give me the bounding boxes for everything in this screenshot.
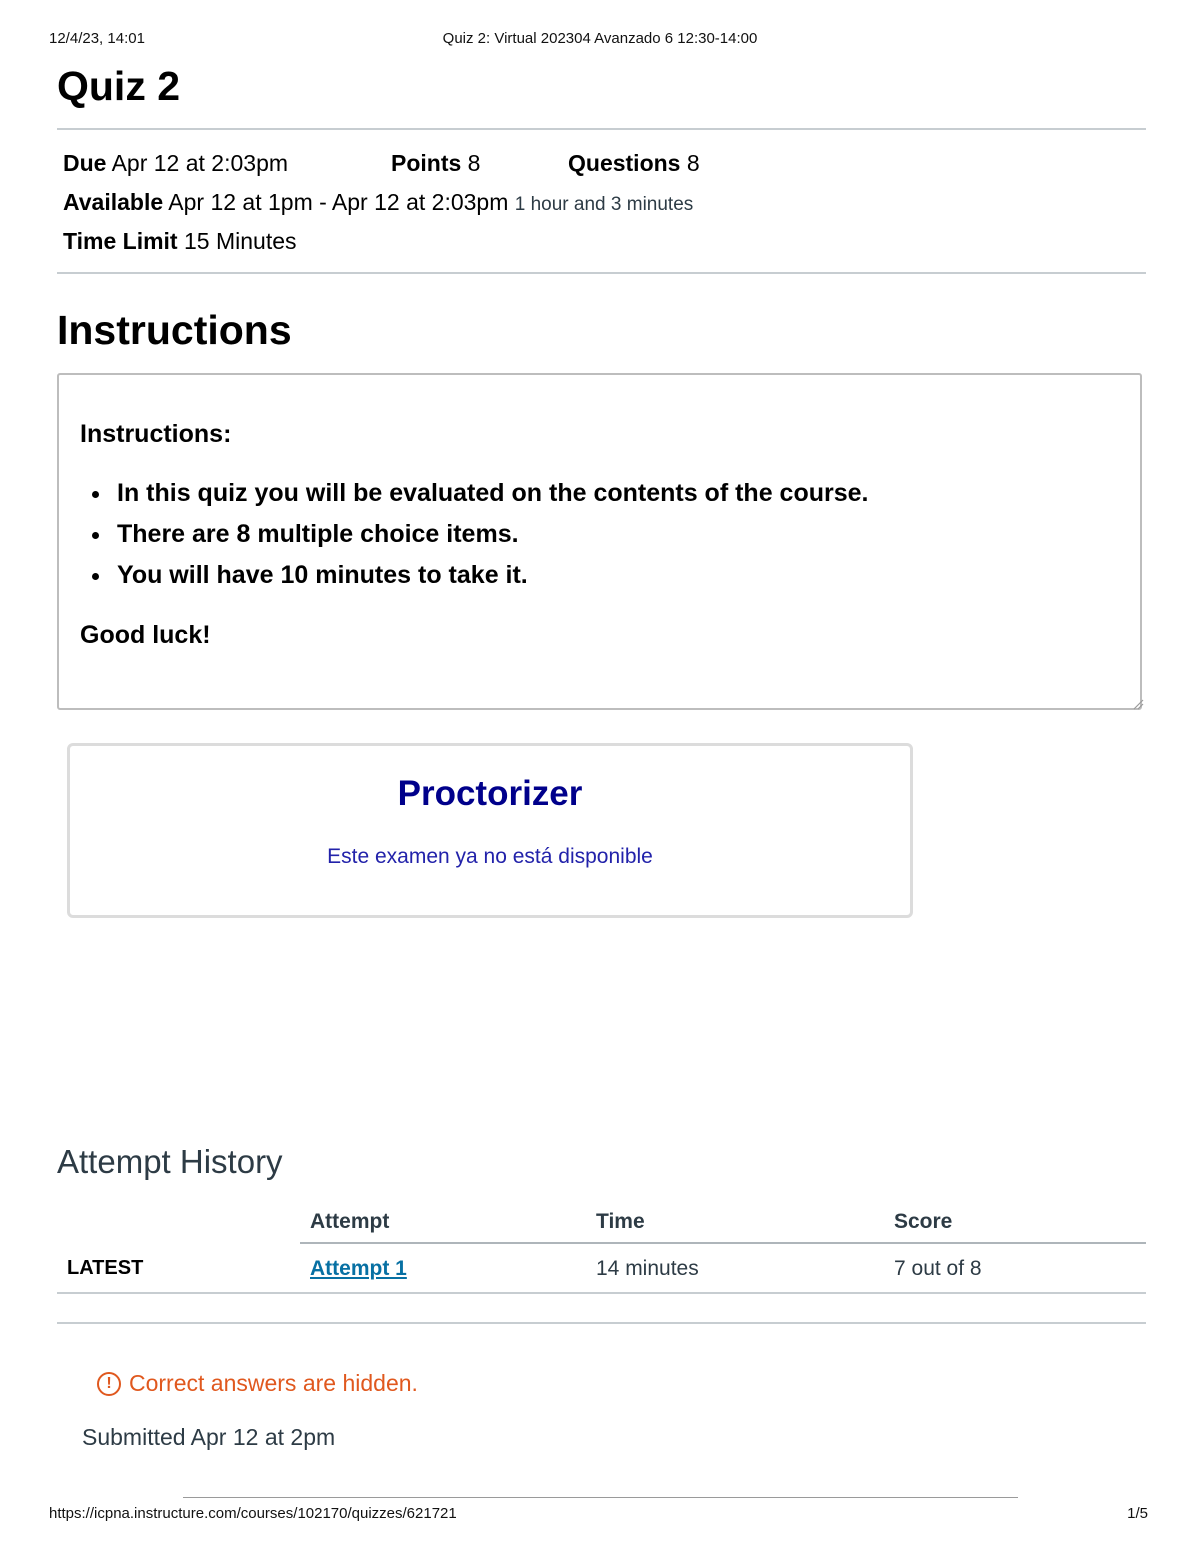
divider [57, 1322, 1146, 1324]
table-header-divider [300, 1242, 1146, 1244]
proctorizer-title: Proctorizer [397, 774, 583, 813]
questions-label: Questions [568, 150, 681, 176]
divider [57, 272, 1146, 274]
instructions-list [88, 476, 868, 599]
column-header-time: Time [596, 1210, 645, 1233]
page-title: Quiz 2 [57, 63, 181, 109]
latest-label: LATEST [67, 1257, 144, 1279]
quiz-meta-questions [568, 150, 700, 177]
hidden-notice-text: Correct answers are hidden. [129, 1370, 418, 1396]
column-header-score: Score [894, 1210, 953, 1233]
column-header-attempt: Attempt [310, 1210, 390, 1233]
list-item: In this quiz you will be evaluated on the contents of the course. [88, 476, 868, 517]
print-page-title: Quiz 2: Virtual 202304 Avanzado 6 12:30-14:00 [442, 30, 758, 47]
proctorizer-panel [67, 743, 913, 918]
attempt-history-heading: Attempt History [57, 1143, 283, 1180]
available-duration: 1 hour and 3 minutes [514, 194, 694, 215]
time-limit-value: 15 Minutes [184, 228, 297, 254]
attempt-1-link[interactable]: Attempt 1 [310, 1257, 407, 1280]
available-label: Available [63, 189, 164, 215]
print-datetime: 12/4/23, 14:01 [49, 30, 145, 47]
submitted-timestamp: Submitted Apr 12 at 2pm [82, 1424, 336, 1450]
quiz-meta-due [63, 150, 288, 177]
quiz-meta-available [63, 189, 693, 216]
print-page-number: 1/5 [1127, 1505, 1148, 1522]
footer-divider [183, 1497, 1018, 1498]
available-value: Apr 12 at 1pm - Apr 12 at 2:03pm [168, 189, 509, 215]
instructions-closing: Good luck! [80, 621, 211, 649]
quiz-meta-time-limit [63, 228, 297, 255]
list-item: You will have 10 minutes to take it. [88, 558, 868, 599]
instructions-heading: Instructions [57, 307, 292, 353]
questions-value: 8 [686, 150, 700, 176]
proctorizer-message: Este examen ya no está disponible [327, 845, 653, 868]
time-limit-label: Time Limit [63, 228, 178, 254]
attempt-score: 7 out of 8 [894, 1257, 982, 1280]
correct-answers-hidden-notice [97, 1370, 418, 1397]
divider [57, 128, 1146, 130]
points-value: 8 [467, 150, 481, 176]
instructions-box-title: Instructions: [80, 420, 232, 448]
resize-handle-icon[interactable] [1132, 698, 1144, 710]
table-bottom-divider [57, 1292, 1146, 1294]
attempt-time: 14 minutes [596, 1257, 699, 1280]
warning-icon: ! [97, 1372, 121, 1396]
points-label: Points [391, 150, 462, 176]
quiz-meta-points [391, 150, 480, 177]
print-url: https://icpna.instructure.com/courses/102170/quizzes/621721 [49, 1505, 457, 1522]
list-item: There are 8 multiple choice items. [88, 517, 868, 558]
due-value: Apr 12 at 2:03pm [111, 150, 289, 176]
due-label: Due [63, 150, 107, 176]
